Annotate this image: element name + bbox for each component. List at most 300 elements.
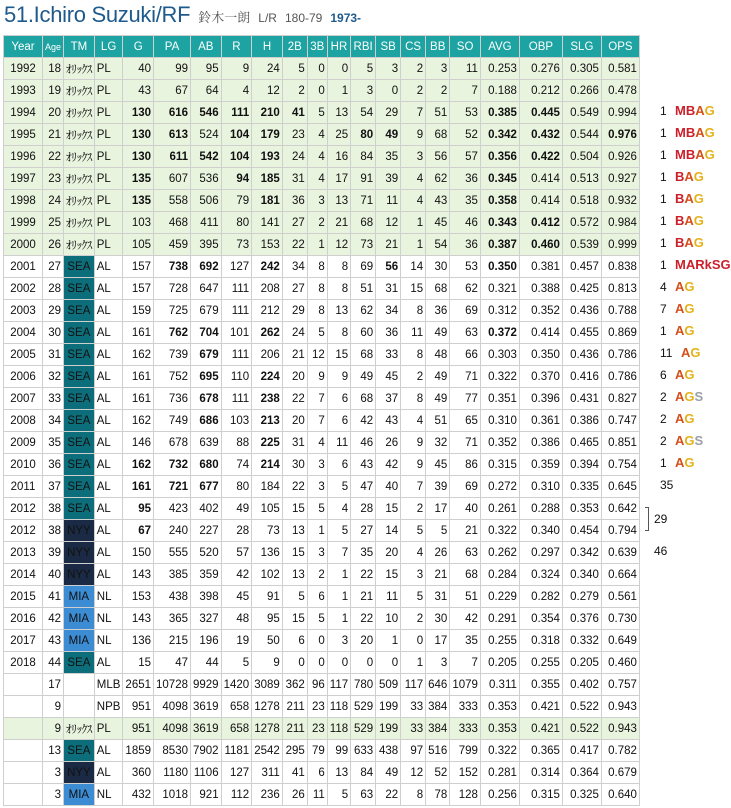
league-cell: PL — [94, 168, 123, 190]
age-cell: 21 — [43, 124, 64, 146]
award-codes — [675, 301, 695, 316]
stat-cs: 12 — [401, 762, 426, 784]
column-header: CS — [401, 36, 426, 58]
stat-pa: 607 — [154, 168, 191, 190]
stat-h: 193 — [252, 146, 283, 168]
stat-slg: 0.325 — [562, 784, 601, 806]
stat-hr: 6 — [327, 410, 350, 432]
stat-avg: 0.229 — [480, 586, 519, 608]
stat-avg: 0.353 — [480, 696, 519, 718]
stat-r: 88 — [221, 432, 252, 454]
year-cell: 1993 — [4, 80, 43, 102]
age-cell: 36 — [43, 454, 64, 476]
stat-ab: 3619 — [191, 718, 222, 740]
league-cell: AL — [94, 322, 123, 344]
stat-ops: 0.794 — [601, 520, 639, 542]
stat-d: 20 — [282, 366, 307, 388]
award-letter: G — [693, 235, 704, 250]
stat-d: 6 — [282, 630, 307, 652]
stat-h: 153 — [252, 234, 283, 256]
stat-d: 211 — [282, 696, 307, 718]
stat-avg: 0.350 — [480, 256, 519, 278]
stat-cs: 97 — [401, 740, 426, 762]
player-header — [4, 2, 361, 34]
stat-t: 2 — [307, 212, 327, 234]
stat-so: 40 — [450, 498, 481, 520]
award-letter: G — [684, 367, 695, 382]
stat-bb: 5 — [426, 520, 450, 542]
stat-hr: 1 — [327, 80, 350, 102]
stat-rbi: 46 — [351, 432, 376, 454]
stat-avg: 0.387 — [480, 234, 519, 256]
stat-avg: 0.356 — [480, 146, 519, 168]
stat-ops: 0.827 — [601, 388, 639, 410]
stat-ab: 536 — [191, 168, 222, 190]
season-row — [4, 256, 640, 278]
stat-cs: 2 — [401, 80, 426, 102]
stat-hr: 4 — [327, 498, 350, 520]
stat-slg: 0.402 — [562, 674, 601, 696]
stat-ops: 0.999 — [601, 234, 639, 256]
team-cell — [64, 674, 95, 696]
season-row — [4, 564, 640, 586]
award-codes — [675, 169, 704, 184]
stat-d: 362 — [282, 674, 307, 696]
age-cell: 35 — [43, 432, 64, 454]
stat-rbi: 5 — [351, 58, 376, 80]
rank-value: 7 — [660, 302, 667, 316]
stat-sb: 20 — [376, 542, 401, 564]
stat-g: 161 — [123, 366, 154, 388]
award-letter: G — [684, 301, 695, 316]
stat-pa: 558 — [154, 190, 191, 212]
stat-h: 105 — [252, 498, 283, 520]
stat-rbi: 84 — [351, 146, 376, 168]
stat-r: 111 — [221, 278, 252, 300]
stat-avg: 0.253 — [480, 58, 519, 80]
stat-t: 12 — [307, 344, 327, 366]
rank-value: 1 — [660, 324, 667, 338]
stat-ab: 9929 — [191, 674, 222, 696]
stat-t: 23 — [307, 696, 327, 718]
stat-h: 236 — [252, 784, 283, 806]
stat-r: 94 — [221, 168, 252, 190]
stat-slg: 0.386 — [562, 410, 601, 432]
column-header: G — [123, 36, 154, 58]
stat-slg: 0.335 — [562, 476, 601, 498]
stat-t: 0 — [307, 652, 327, 674]
award-letter: A — [695, 103, 705, 118]
stat-h: 181 — [252, 190, 283, 212]
column-header: AVG — [480, 36, 519, 58]
stat-rbi: 27 — [351, 520, 376, 542]
stat-d: 22 — [282, 388, 307, 410]
column-header: SB — [376, 36, 401, 58]
award-letter: B — [675, 191, 685, 206]
stat-so: 86 — [450, 454, 481, 476]
award-letter: A — [675, 455, 685, 470]
stat-ab: 196 — [191, 630, 222, 652]
stat-h: 185 — [252, 168, 283, 190]
stat-d: 20 — [282, 410, 307, 432]
year-cell: 1998 — [4, 190, 43, 212]
year-cell: 2007 — [4, 388, 43, 410]
stat-pa: 678 — [154, 432, 191, 454]
award-letter: G — [684, 411, 695, 426]
year-cell: 1994 — [4, 102, 43, 124]
award-letter: A — [675, 433, 685, 448]
stat-obp: 0.412 — [519, 212, 562, 234]
stat-sb: 22 — [376, 784, 401, 806]
award-codes — [675, 147, 715, 162]
season-row — [4, 212, 640, 234]
stat-d: 26 — [282, 784, 307, 806]
stat-hr: 6 — [327, 388, 350, 410]
stat-sb: 438 — [376, 740, 401, 762]
stat-avg: 0.352 — [480, 432, 519, 454]
age-cell: 22 — [43, 146, 64, 168]
stat-h: 1278 — [252, 718, 283, 740]
stat-ab: 411 — [191, 212, 222, 234]
stat-bb: 45 — [426, 212, 450, 234]
year-cell: 2011 — [4, 476, 43, 498]
stat-bb: 68 — [426, 124, 450, 146]
stat-hr: 13 — [327, 762, 350, 784]
age-cell: 43 — [43, 630, 64, 652]
stat-g: 105 — [123, 234, 154, 256]
team-badge: MIA — [64, 630, 95, 652]
stat-obp: 0.422 — [519, 146, 562, 168]
stat-obp: 0.460 — [519, 234, 562, 256]
stat-r: 111 — [221, 300, 252, 322]
stat-hr: 0 — [327, 652, 350, 674]
stat-rbi: 68 — [351, 388, 376, 410]
stat-ops: 0.788 — [601, 300, 639, 322]
rank-value: 1 — [660, 170, 667, 184]
year-cell: 2017 — [4, 630, 43, 652]
stat-pa: 762 — [154, 322, 191, 344]
award-letter: G — [693, 169, 704, 184]
stat-hr: 8 — [327, 278, 350, 300]
stat-avg: 0.255 — [480, 630, 519, 652]
stat-rbi: 22 — [351, 564, 376, 586]
stat-avg: 0.256 — [480, 784, 519, 806]
stat-t: 5 — [307, 498, 327, 520]
stat-pa: 240 — [154, 520, 191, 542]
season-row — [4, 630, 640, 652]
stat-bb: 21 — [426, 564, 450, 586]
stat-cs: 7 — [401, 476, 426, 498]
stat-rbi: 63 — [351, 784, 376, 806]
stat-rbi: 21 — [351, 586, 376, 608]
award-codes — [681, 345, 701, 360]
stat-ops: 0.561 — [601, 586, 639, 608]
stat-sb: 37 — [376, 388, 401, 410]
stat-so: 7 — [450, 80, 481, 102]
stat-so: 46 — [450, 212, 481, 234]
stat-slg: 0.522 — [562, 718, 601, 740]
stat-ab: 686 — [191, 410, 222, 432]
stat-rbi: 62 — [351, 300, 376, 322]
career-total-row — [4, 718, 640, 740]
stat-h: 212 — [252, 300, 283, 322]
stat-bb: 30 — [426, 256, 450, 278]
stat-g: 130 — [123, 146, 154, 168]
rank-value: 2 — [660, 390, 667, 404]
blank-cell — [4, 718, 43, 740]
year-cell: 2001 — [4, 256, 43, 278]
award-letter: G — [690, 345, 701, 360]
stat-cs: 11 — [401, 322, 426, 344]
award-codes — [675, 257, 731, 272]
league-cell: NL — [94, 784, 123, 806]
stat-so: 21 — [450, 520, 481, 542]
team-badge: SEA — [64, 322, 95, 344]
award-codes — [675, 279, 695, 294]
career-total-row — [4, 674, 640, 696]
stat-ab: 3619 — [191, 696, 222, 718]
stat-hr: 6 — [327, 454, 350, 476]
stat-r: 103 — [221, 410, 252, 432]
season-row — [4, 476, 640, 498]
seasons-count: 17 — [43, 674, 64, 696]
stats-body — [4, 58, 640, 806]
stat-g: 40 — [123, 58, 154, 80]
league-cell: AL — [94, 278, 123, 300]
stat-t: 8 — [307, 256, 327, 278]
stat-d: 13 — [282, 564, 307, 586]
stat-t: 4 — [307, 168, 327, 190]
league-cell: AL — [94, 542, 123, 564]
seasons-count: 9 — [43, 718, 64, 740]
league-cell: AL — [94, 454, 123, 476]
stat-slg: 0.342 — [562, 542, 601, 564]
column-header: HR — [327, 36, 350, 58]
stat-g: 150 — [123, 542, 154, 564]
league-cell: NL — [94, 608, 123, 630]
stat-cs: 3 — [401, 564, 426, 586]
stat-d: 0 — [282, 652, 307, 674]
age-cell: 29 — [43, 300, 64, 322]
stat-cs: 8 — [401, 784, 426, 806]
league-cell: AL — [94, 388, 123, 410]
stat-r: 45 — [221, 586, 252, 608]
stat-so: 1079 — [450, 674, 481, 696]
stat-obp: 0.445 — [519, 102, 562, 124]
column-header: OPS — [601, 36, 639, 58]
stat-slg: 0.457 — [562, 256, 601, 278]
stat-t: 4 — [307, 124, 327, 146]
stat-r: 104 — [221, 124, 252, 146]
stat-obp: 0.359 — [519, 454, 562, 476]
stat-g: 161 — [123, 388, 154, 410]
age-cell: 31 — [43, 344, 64, 366]
stat-d: 295 — [282, 740, 307, 762]
stat-sb: 29 — [376, 102, 401, 124]
stat-obp: 0.386 — [519, 432, 562, 454]
age-cell: 23 — [43, 168, 64, 190]
year-cell: 2012 — [4, 498, 43, 520]
season-row — [4, 432, 640, 454]
stat-rbi: 22 — [351, 608, 376, 630]
stat-so: 71 — [450, 366, 481, 388]
stat-rbi: 529 — [351, 718, 376, 740]
seasons-count: 9 — [43, 696, 64, 718]
stat-r: 9 — [221, 58, 252, 80]
league-cell: AL — [94, 564, 123, 586]
stat-h: 214 — [252, 454, 283, 476]
league-cell: PL — [94, 146, 123, 168]
stat-avg: 0.345 — [480, 168, 519, 190]
stat-hr: 16 — [327, 146, 350, 168]
stat-bb: 26 — [426, 542, 450, 564]
column-header: SLG — [562, 36, 601, 58]
stat-g: 103 — [123, 212, 154, 234]
team-badge: NYY — [64, 762, 95, 784]
stat-h: 179 — [252, 124, 283, 146]
award-codes — [675, 125, 715, 140]
season-row — [4, 520, 640, 542]
stat-obp: 0.355 — [519, 674, 562, 696]
league-cell: PL — [94, 718, 123, 740]
stat-sb: 49 — [376, 124, 401, 146]
stat-pa: 732 — [154, 454, 191, 476]
year-cell: 2005 — [4, 344, 43, 366]
team-badge: SEA — [64, 366, 95, 388]
stat-hr: 5 — [327, 784, 350, 806]
stat-rbi: 73 — [351, 234, 376, 256]
stat-r: 658 — [221, 718, 252, 740]
stat-ops: 0.730 — [601, 608, 639, 630]
stat-ops: 0.869 — [601, 322, 639, 344]
award-codes — [675, 235, 704, 250]
league-cell: AL — [94, 762, 123, 784]
stat-g: 951 — [123, 718, 154, 740]
stat-cs: 15 — [401, 278, 426, 300]
stat-g: 159 — [123, 300, 154, 322]
stat-so: 57 — [450, 146, 481, 168]
stat-sb: 45 — [376, 366, 401, 388]
stat-r: 110 — [221, 366, 252, 388]
stat-rbi: 91 — [351, 168, 376, 190]
stat-bb: 646 — [426, 674, 450, 696]
stat-so: 53 — [450, 102, 481, 124]
stat-ops: 0.851 — [601, 432, 639, 454]
age-cell: 28 — [43, 278, 64, 300]
stat-ab: 95 — [191, 58, 222, 80]
year-cell: 1996 — [4, 146, 43, 168]
stat-so: 7 — [450, 652, 481, 674]
stat-bb: 17 — [426, 630, 450, 652]
award-codes — [675, 455, 695, 470]
stat-so: 77 — [450, 388, 481, 410]
age-cell: 39 — [43, 542, 64, 564]
year-cell: 1992 — [4, 58, 43, 80]
stat-avg: 0.291 — [480, 608, 519, 630]
stat-slg: 0.465 — [562, 432, 601, 454]
team-badge: NYY — [64, 542, 95, 564]
stat-h: 1278 — [252, 696, 283, 718]
age-cell: 26 — [43, 234, 64, 256]
stat-h: 184 — [252, 476, 283, 498]
stat-pa: 1018 — [154, 784, 191, 806]
stat-avg: 0.312 — [480, 300, 519, 322]
stat-ab: 647 — [191, 278, 222, 300]
rank-value: 1 — [660, 126, 667, 140]
stat-g: 157 — [123, 256, 154, 278]
rank-value: 1 — [660, 214, 667, 228]
season-row — [4, 300, 640, 322]
stat-sb: 10 — [376, 608, 401, 630]
stat-pa: 423 — [154, 498, 191, 520]
stat-obp: 0.354 — [519, 608, 562, 630]
stat-ops: 0.786 — [601, 344, 639, 366]
league-cell: PL — [94, 190, 123, 212]
stat-pa: 739 — [154, 344, 191, 366]
column-header: RBI — [351, 36, 376, 58]
stat-obp: 0.340 — [519, 520, 562, 542]
stat-pa: 8530 — [154, 740, 191, 762]
stat-t: 3 — [307, 476, 327, 498]
stat-so: 63 — [450, 542, 481, 564]
stat-d: 21 — [282, 344, 307, 366]
season-row — [4, 586, 640, 608]
stat-t: 0 — [307, 80, 327, 102]
blank-cell — [4, 740, 43, 762]
column-header: PA — [154, 36, 191, 58]
stat-rbi: 20 — [351, 630, 376, 652]
stat-d: 23 — [282, 124, 307, 146]
stat-cs: 4 — [401, 410, 426, 432]
stat-d: 24 — [282, 322, 307, 344]
team-badge: SEA — [64, 344, 95, 366]
league-cell: MLB — [94, 674, 123, 696]
stat-sb: 12 — [376, 212, 401, 234]
stat-ab: 692 — [191, 256, 222, 278]
stat-slg: 0.266 — [562, 80, 601, 102]
stat-avg: 0.261 — [480, 498, 519, 520]
seasons-count: 3 — [43, 762, 64, 784]
stat-bb: 3 — [426, 58, 450, 80]
stat-obp: 0.414 — [519, 168, 562, 190]
stat-slg: 0.522 — [562, 696, 601, 718]
stat-hr: 13 — [327, 102, 350, 124]
stat-cs: 8 — [401, 300, 426, 322]
stat-ops: 0.932 — [601, 190, 639, 212]
stat-cs: 5 — [401, 586, 426, 608]
year-cell: 2016 — [4, 608, 43, 630]
stat-ab: 524 — [191, 124, 222, 146]
rank-value: 1 — [660, 148, 667, 162]
stat-avg: 0.322 — [480, 740, 519, 762]
stat-g: 95 — [123, 498, 154, 520]
stat-cs: 2 — [401, 366, 426, 388]
split-season-bracket — [645, 507, 649, 531]
year-cell: 1995 — [4, 124, 43, 146]
stat-t: 1 — [307, 234, 327, 256]
stat-avg: 0.321 — [480, 278, 519, 300]
stat-hr: 8 — [327, 322, 350, 344]
stat-g: 146 — [123, 432, 154, 454]
award-letter: G — [704, 103, 715, 118]
stat-avg: 0.372 — [480, 322, 519, 344]
stat-r: 4 — [221, 80, 252, 102]
stat-bb: 48 — [426, 344, 450, 366]
stat-rbi: 28 — [351, 498, 376, 520]
stat-hr: 99 — [327, 740, 350, 762]
column-header: LG — [94, 36, 123, 58]
stat-ops: 0.927 — [601, 168, 639, 190]
